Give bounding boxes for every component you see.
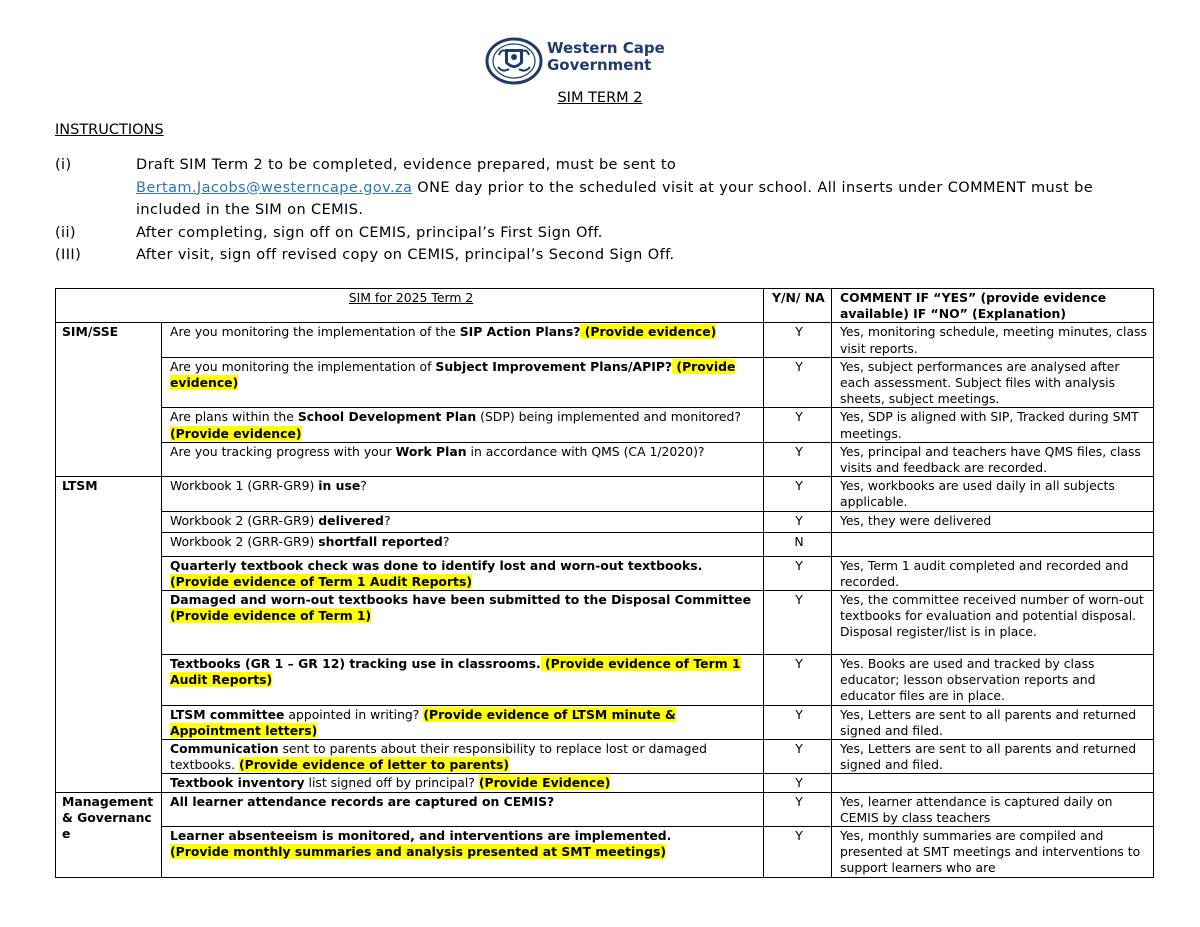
comment-cell <box>832 532 1154 556</box>
comment-cell: Yes. Books are used and tracked by class educator; lesson observation reports and educator files are in place. <box>832 655 1154 706</box>
yn-cell: Y <box>764 556 832 590</box>
table-header-row <box>56 289 1154 323</box>
yn-cell: Y <box>764 408 832 442</box>
item-text-2: appointed in writing? <box>284 706 424 722</box>
item-cell <box>162 827 764 878</box>
comment-cell: Yes, Letters are sent to all parents and returned signed and filed. <box>832 740 1154 774</box>
item-cell <box>162 477 764 511</box>
item-bold: School Development Plan <box>297 409 477 425</box>
table-row <box>56 532 1154 556</box>
table-row <box>56 477 1154 511</box>
yn-cell: Y <box>764 477 832 511</box>
instruction-item <box>55 154 1155 222</box>
item-cell <box>162 774 764 792</box>
comment-cell: Yes, learner attendance is captured daily on CEMIS by class teachers <box>832 792 1154 826</box>
instruction-number: (III) <box>55 247 82 263</box>
item-bold: in use <box>318 478 361 494</box>
evidence-highlight: (Provide evidence) <box>170 358 736 391</box>
yn-cell: Y <box>764 740 832 774</box>
item-cell <box>162 591 764 655</box>
item-text-2: sent to parents about their responsibility to replace lost or damaged textbooks. <box>170 741 707 773</box>
item-text: Are plans within the <box>170 409 298 425</box>
table-row <box>56 357 1154 408</box>
logo-text <box>547 40 665 74</box>
item-text-2: ? <box>360 478 367 494</box>
item-cell <box>162 442 764 476</box>
comment-cell <box>832 774 1154 792</box>
category-ltsm: LTSM <box>56 477 162 792</box>
yn-cell: Y <box>764 323 832 357</box>
item-bold: Quarterly textbook check was done to identify lost and worn-out textbooks. <box>170 557 703 573</box>
header-yn: Y/N/ NA <box>764 289 832 323</box>
comment-cell: Yes, monitoring schedule, meeting minutes, class visit reports. <box>832 323 1154 357</box>
item-text-2: ? <box>383 512 391 528</box>
table-row <box>56 792 1154 826</box>
comment-cell: Yes, Term 1 audit completed and recorded and recorded. <box>832 556 1154 590</box>
category-management-governance: Management & Governance <box>56 792 162 877</box>
item-bold: Damaged and worn-out textbooks have been submitted to the Disposal Committee <box>170 592 751 608</box>
item-cell <box>162 556 764 590</box>
comment-cell: Yes, SDP is aligned with SIP, Tracked during SMT meetings. <box>832 408 1154 442</box>
table-row <box>56 827 1154 878</box>
header-item: SIM for 2025 Term 2 <box>56 289 764 323</box>
item-text: Workbook 2 (GRR-GR9) <box>170 533 319 549</box>
instructions-list <box>55 154 1155 267</box>
item-text: Are you tracking progress with your <box>170 443 396 459</box>
evidence-highlight: (Provide evidence of Term 1) <box>170 608 372 624</box>
yn-cell: Y <box>764 792 832 826</box>
yn-cell: Y <box>764 774 832 792</box>
item-cell <box>162 740 764 774</box>
item-cell <box>162 705 764 739</box>
item-text: Workbook 1 (GRR-GR9) <box>170 478 319 494</box>
item-cell <box>162 532 764 556</box>
header-comment: COMMENT IF “YES” (provide evidence available) IF “NO” (Explanation) <box>832 289 1154 323</box>
item-cell <box>162 357 764 408</box>
instructions-heading: INSTRUCTIONS <box>55 122 164 138</box>
evidence-highlight: (Provide evidence of LTSM minute & Appointment letters) <box>170 706 676 738</box>
evidence-highlight: (Provide evidence of Term 1 Audit Reports) <box>170 573 473 589</box>
instruction-text: After completing, sign off on CEMIS, principal’s First Sign Off. <box>136 224 603 241</box>
item-bold: delivered <box>318 512 384 528</box>
item-text-2: in accordance with QMS (CA 1/2020)? <box>466 443 705 459</box>
item-bold: Work Plan <box>395 443 467 459</box>
yn-cell: Y <box>764 591 832 655</box>
item-bold: SIP Action Plans? <box>459 324 581 340</box>
comment-cell: Yes, the committee received number of worn-out textbooks for evaluation and potential disposal. Disposal register/list is in place. <box>832 591 1154 655</box>
item-bold: Subject Improvement Plans/APIP? <box>435 358 673 374</box>
item-bold: All learner attendance records are captured on CEMIS? <box>170 793 555 809</box>
item-text-2: (SDP) being implemented and monitored? <box>476 409 741 425</box>
comment-cell: Yes, principal and teachers have QMS files, class visits and feedback are recorded. <box>832 442 1154 476</box>
item-bold: Communication <box>170 741 279 757</box>
table-row <box>56 556 1154 590</box>
instruction-item <box>55 222 1155 245</box>
yn-cell: Y <box>764 705 832 739</box>
comment-cell: Yes, monthly summaries are compiled and presented at SMT meetings and interventions to support learners who are <box>832 827 1154 878</box>
comment-cell: Yes, they were delivered <box>832 511 1154 532</box>
logo-line2: Government <box>547 56 652 74</box>
western-cape-logo <box>485 37 685 87</box>
item-text: Workbook 2 (GRR-GR9) <box>170 512 319 528</box>
item-bold: Textbook inventory <box>170 775 305 791</box>
evidence-highlight: (Provide evidence of letter to parents) <box>239 757 509 773</box>
evidence-highlight: (Provide evidence) <box>580 324 717 340</box>
logo-line1: Western Cape <box>547 39 665 57</box>
coat-of-arms-icon <box>485 37 543 85</box>
table-row <box>56 705 1154 739</box>
table-row <box>56 408 1154 442</box>
instruction-text <box>136 154 1155 222</box>
evidence-highlight: (Provide monthly summaries and analysis presented at SMT meetings) <box>170 844 667 860</box>
item-text-2: ? <box>442 533 450 549</box>
document-title: SIM TERM 2 <box>557 90 643 106</box>
item-cell <box>162 655 764 706</box>
table-row <box>56 655 1154 706</box>
table-row <box>56 323 1154 357</box>
yn-cell: N <box>764 532 832 556</box>
evidence-highlight: (Provide evidence of Term 1 Audit Reports) <box>170 656 741 688</box>
item-bold: shortfall reported <box>318 533 443 549</box>
instruction-number: (i) <box>55 157 72 173</box>
comment-cell: Yes, Letters are sent to all parents and returned signed and filed. <box>832 705 1154 739</box>
table-row <box>56 511 1154 532</box>
yn-cell: Y <box>764 357 832 408</box>
item-text-2: list signed off by principal? <box>304 775 479 791</box>
yn-cell: Y <box>764 511 832 532</box>
item-cell <box>162 408 764 442</box>
table-row <box>56 774 1154 792</box>
yn-cell: Y <box>764 827 832 878</box>
item-bold: Learner absenteeism is monitored, and interventions are implemented. <box>170 828 672 844</box>
instruction-text: After visit, sign off revised copy on CEMIS, principal’s Second Sign Off. <box>136 247 675 263</box>
comment-cell: Yes, workbooks are used daily in all subjects applicable. <box>832 477 1154 511</box>
table-row <box>56 442 1154 476</box>
category-sim-sse: SIM/SSE <box>56 323 162 477</box>
evidence-highlight: (Provide Evidence) <box>478 775 611 791</box>
item-cell <box>162 511 764 532</box>
item-bold: Textbooks (GR 1 – GR 12) tracking use in classrooms. <box>170 656 541 672</box>
item-cell <box>162 792 764 826</box>
instruction-text-pre: Draft SIM Term 2 to be completed, evidence prepared, must be sent to <box>136 157 677 173</box>
evidence-highlight: (Provide evidence) <box>170 425 302 441</box>
table-row <box>56 740 1154 774</box>
yn-cell: Y <box>764 442 832 476</box>
table-row <box>56 591 1154 655</box>
instruction-number: (ii) <box>55 224 76 241</box>
item-bold: LTSM committee <box>170 706 285 722</box>
email-link[interactable]: Bertam.Jacobs@westerncape.gov.za <box>136 179 413 196</box>
item-text: Are you monitoring the implementation of the <box>170 324 460 340</box>
item-cell <box>162 323 764 357</box>
instruction-text-post: ONE day prior to the scheduled visit at your school. All inserts under COMMENT must be included in the SIM on CEMIS. <box>136 179 1094 218</box>
comment-cell: Yes, subject performances are analysed after each assessment. Subject files with analysis sheets, subject meetings. <box>832 357 1154 408</box>
instruction-item <box>55 244 1155 267</box>
sim-table <box>55 288 1154 878</box>
item-text: Are you monitoring the implementation of <box>170 358 436 374</box>
yn-cell: Y <box>764 655 832 706</box>
